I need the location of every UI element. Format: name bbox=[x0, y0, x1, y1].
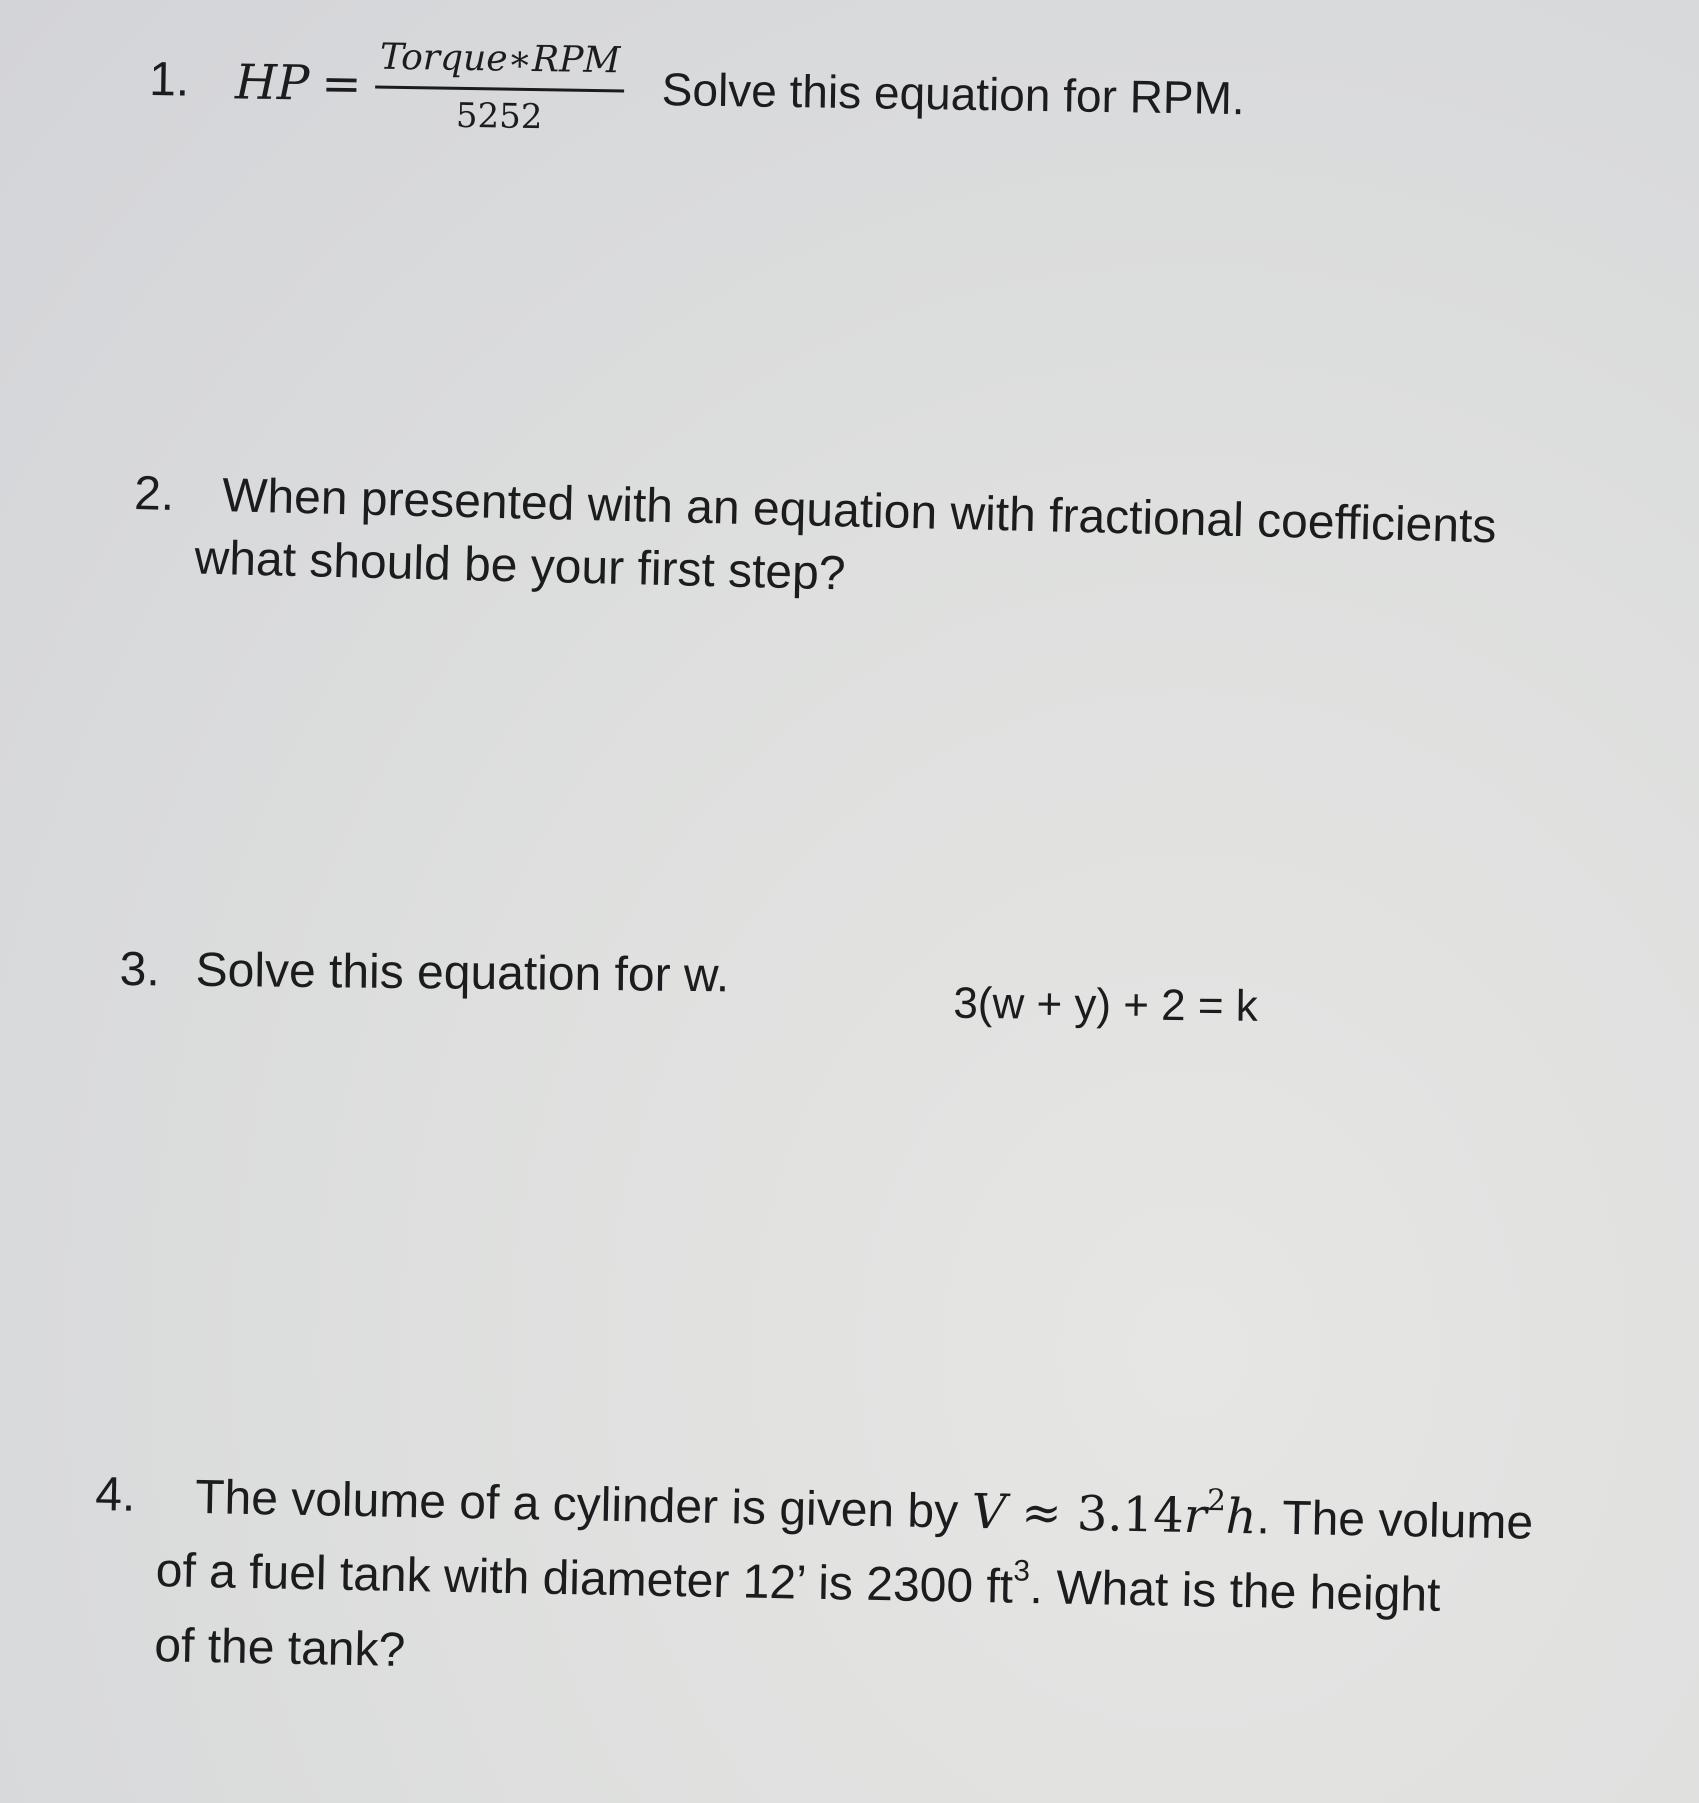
question-4-text-before: The volume of a cylinder is given by bbox=[194, 1470, 973, 1539]
question-2-line-1: When presented with an equation with fractional coefficients bbox=[221, 469, 1498, 554]
equation-lhs: HP bbox=[234, 54, 310, 112]
question-3-prompt: Solve this equation for w. bbox=[195, 943, 730, 1003]
question-number: 4. bbox=[94, 1467, 136, 1522]
question-1 bbox=[148, 30, 1550, 137]
question-4-text-after: . The volume bbox=[1256, 1491, 1534, 1550]
formula-approx: ≈ 3.14 bbox=[1005, 1484, 1185, 1544]
question-number: 2. bbox=[133, 466, 175, 521]
question-2 bbox=[132, 462, 1655, 626]
question-4-line-2-before: of a fuel tank with diameter 12’ is 2300 ft bbox=[155, 1544, 1014, 1615]
cubic-exponent: 3 bbox=[1013, 1554, 1031, 1589]
equals-sign: = bbox=[320, 55, 362, 113]
question-1-prompt: Solve this equation for RPM. bbox=[661, 63, 1246, 125]
question-4 bbox=[92, 1458, 1676, 1712]
formula-r: r bbox=[1183, 1487, 1208, 1545]
horsepower-equation-row bbox=[234, 31, 1245, 150]
question-4-line-3: of the tank? bbox=[153, 1618, 406, 1677]
question-2-prompt bbox=[132, 462, 1655, 626]
question-number: 1. bbox=[148, 52, 190, 107]
fraction-denominator: 5252 bbox=[455, 95, 543, 137]
question-2-line-2: what should be your first step? bbox=[194, 531, 847, 601]
fraction-numerator: Torque∗RPM bbox=[375, 34, 624, 92]
fraction bbox=[375, 34, 625, 141]
question-3 bbox=[119, 938, 1570, 1031]
question-4-prompt bbox=[92, 1458, 1676, 1712]
formula-exponent: 2 bbox=[1206, 1483, 1227, 1519]
formula-h: h bbox=[1225, 1488, 1258, 1546]
question-4-line-2-after: . What is the height bbox=[1029, 1561, 1441, 1623]
cylinder-volume-formula bbox=[971, 1484, 1257, 1545]
question-number: 3. bbox=[119, 942, 160, 997]
question-4-line-1 bbox=[195, 1471, 1534, 1550]
question-3-equation: 3(w + y) + 2 = k bbox=[953, 978, 1259, 1031]
formula-V: V bbox=[970, 1483, 1007, 1541]
